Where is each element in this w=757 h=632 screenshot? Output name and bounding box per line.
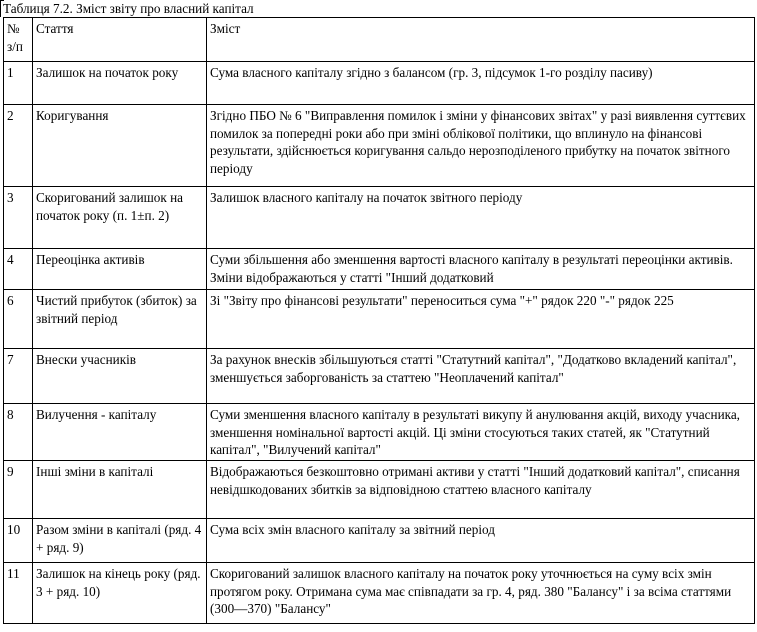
- header-item: Стаття: [33, 18, 207, 62]
- row-number: 10: [4, 519, 33, 563]
- row-item: Коригування: [33, 105, 207, 187]
- row-content: Залишок власного капіталу на початок звітного періоду: [207, 187, 755, 249]
- table-row: [4, 349, 755, 404]
- row-item: Скоригований залишок на початок року (п. 1±п. 2): [33, 187, 207, 249]
- row-number: 7: [4, 349, 33, 404]
- header-number: № з/п: [4, 18, 33, 62]
- row-number: 11: [4, 563, 33, 624]
- row-content: Сума власного капіталу згідно з балансом (гр. 3, підсумок 1-го розділу пасиву): [207, 62, 755, 105]
- row-number: 6: [4, 290, 33, 349]
- row-number: 2: [4, 105, 33, 187]
- row-content: Сума всіх змін власного капіталу за звітний період: [207, 519, 755, 563]
- equity-report-table: [3, 17, 755, 624]
- row-content: Згідно ПБО № 6 "Виправлення помилок і зміни у фінансових звітах" у разі виявлення суттєвих помилок за попередні роки або при зміні облікової політики, що вплинуло на фінансові результати, здійснюється коригування сальдо нерозподіленого прибутку на початок звітного періоду: [207, 105, 755, 187]
- table-row: [4, 249, 755, 290]
- table-row: [4, 461, 755, 519]
- table-header-row: [4, 18, 755, 62]
- row-content: За рахунок внесків збільшуються статті "Статутний капітал", "Додатково вкладений капітал", зменшується заборгованість за статтею "Неоплачений капітал": [207, 349, 755, 404]
- row-item: Вилучення - капіталу: [33, 404, 207, 461]
- table-caption: Таблиця 7.2. Зміст звіту про власний капітал: [3, 1, 254, 16]
- table-row: [4, 105, 755, 187]
- row-item: Залишок на початок року: [33, 62, 207, 105]
- row-item: Інші зміни в капіталі: [33, 461, 207, 519]
- table-row: [4, 290, 755, 349]
- row-content: Суми зменшення власного капіталу в результаті викупу й анулювання акцій, виходу учасника, зменшення номінальної вартості акцій. Ці зміни стосуються таких статей, як "Статутний капітал", "Вилучений капітал": [207, 404, 755, 461]
- row-number: 3: [4, 187, 33, 249]
- row-content: Суми збільшення або зменшення вартості власного капіталу в результаті переоцінки активів. Зміни відображаються у статті "Інший додатковий: [207, 249, 755, 290]
- table-row: [4, 563, 755, 624]
- row-item: Разом зміни в капіталі (ряд. 4 + ряд. 9): [33, 519, 207, 563]
- table-row: [4, 62, 755, 105]
- row-item: Залишок на кінець року (ряд. 3 + ряд. 10): [33, 563, 207, 624]
- row-number: 9: [4, 461, 33, 519]
- row-content: Відображаються безкоштовно отримані активи у статті "Інший додатковий капітал", списання невідшкодованих збитків за відповідною статтею власного капіталу: [207, 461, 755, 519]
- row-number: 8: [4, 404, 33, 461]
- row-item: Внески учасників: [33, 349, 207, 404]
- header-content: Зміст: [207, 18, 755, 62]
- row-item: Переоцінка активів: [33, 249, 207, 290]
- table-row: [4, 519, 755, 563]
- row-content: Зі "Звіту про фінансові результати" переноситься сума "+" рядок 220 "-" рядок 225: [207, 290, 755, 349]
- row-number: 4: [4, 249, 33, 290]
- row-item: Чистий прибуток (збиток) за звітний період: [33, 290, 207, 349]
- row-number: 1: [4, 62, 33, 105]
- table-row: [4, 187, 755, 249]
- table-row: [4, 404, 755, 461]
- row-content: Скоригований залишок власного капіталу на початок року уточнюється на суму всіх змін протягом року. Отримана сума має співпадати за гр. 4, ряд. 380 "Балансу" і за всіма статтями (300—370) "Балансу": [207, 563, 755, 624]
